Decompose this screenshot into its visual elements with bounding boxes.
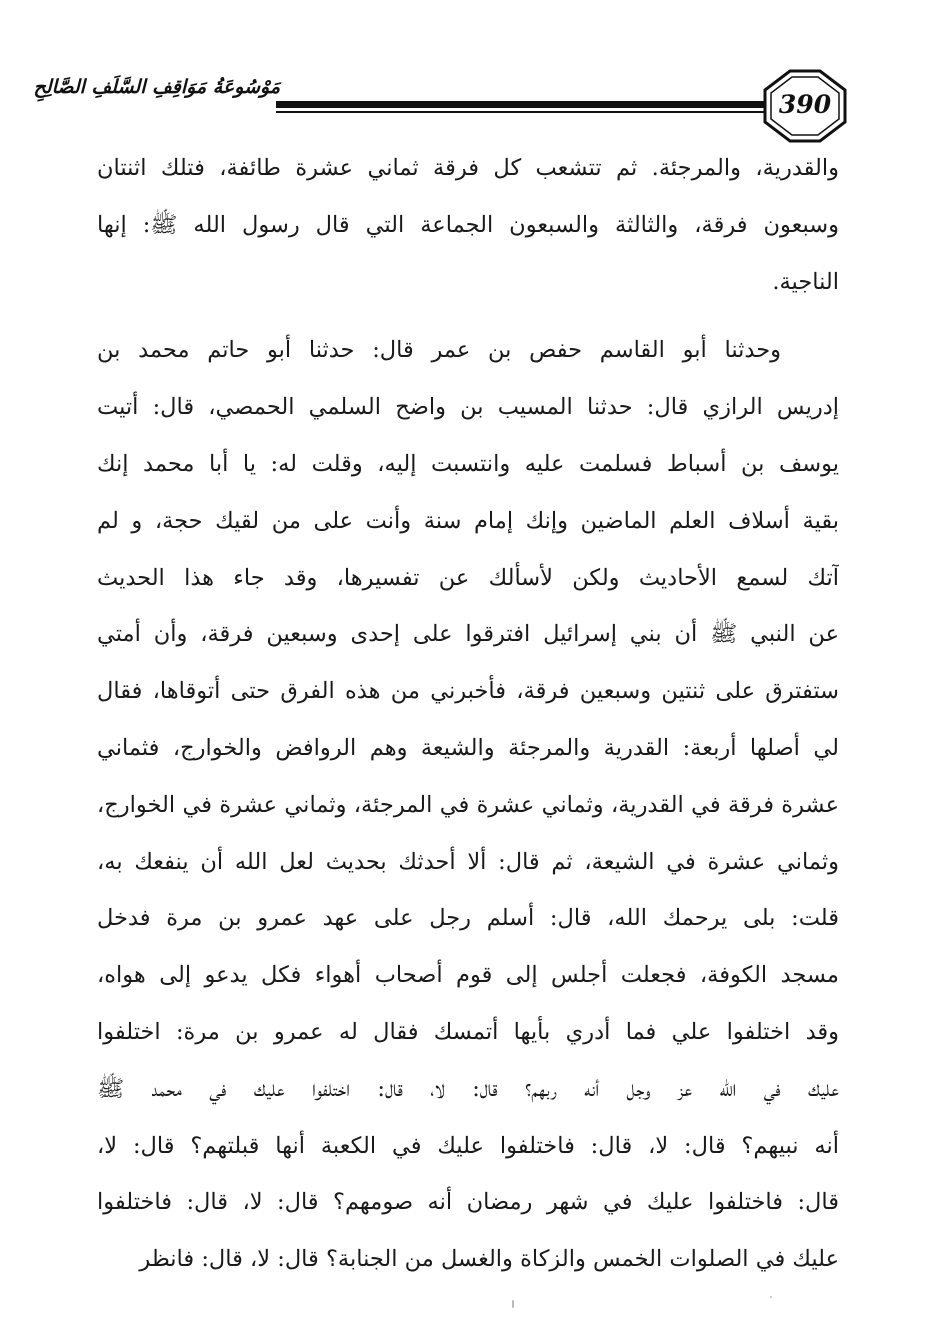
running-title: مَوْسُوعَةُ مَوَاقِفِ السَّلَفِ الصَّالِحِ [33, 76, 280, 98]
text-line: قلت: بلى يرحمك الله، قال: أسلم رجل على عهد عمرو بن مرة فدخل [97, 905, 839, 932]
text-line: الناجية. [772, 268, 839, 295]
text-line: وسبعون فرقة، والثالثة والسبعون الجماعة التي قال رسول الله ﷺ: إنها [97, 211, 839, 238]
text-line: عشرة فرقة في القدرية، وثماني عشرة في المرجئة، وثماني عشرة في الخوارج، [97, 791, 839, 818]
text-line: وحدثنا أبو القاسم حفص بن عمر قال: حدثنا أبو حاتم محمد بن [97, 337, 781, 364]
text-line: وثماني عشرة في الشيعة، ثم قال: ألا أحدثك بحديث لعل الله أن ينفعك به، [97, 848, 839, 875]
text-line: وقد اختلفوا علي فما أدري بأيها أتمسك فقال له عمرو بن مرة: اختلفوا [97, 1018, 839, 1045]
scan-speck [770, 1296, 772, 1298]
text-line: عليك في الصلوات الخمس والزكاة والغسل من الجنابة؟ قال: لا، قال: فانظر [139, 1246, 839, 1273]
text-line: عن النبي ﷺ أن بني إسرائيل افترقوا على إحدى وسبعين فرقة، وأن أمتي [97, 621, 839, 648]
text-line: مسجد الكوفة، فجعلت أجلس إلى قوم أصحاب أهواء فكل يدعو إلى هواه، [97, 962, 839, 989]
text-line: عليك في الله عز وجل أنه ربهم؟ قال: لا، قال: اختلفوا عليك في محمد ﷺ [97, 1075, 839, 1102]
scan-speck [512, 1300, 514, 1308]
text-line: والقدرية، والمرجئة. ثم تتشعب كل فرقة ثماني عشرة طائفة، فتلك اثنتان [97, 155, 839, 181]
header-rule-thin [276, 111, 764, 113]
text-line: ستفترق على ثنتين وسبعين فرقة، فأخبرني من هذه الفرق حتى أتوقاها، فقال [97, 678, 839, 705]
text-line: بقية أسلاف العلم الماضين وإنك إمام سنة وأنت على من لقيك حجة، و لم [97, 507, 839, 534]
page-number-badge [762, 68, 848, 144]
page-number: 390 [778, 90, 832, 119]
paragraph-2 [97, 322, 839, 1288]
page-header [33, 62, 848, 142]
header-rule-thick [276, 101, 764, 108]
text-line: آتك لسمع الأحاديث ولكن لأسألك عن تفسيرها، وقد جاء هذا الحديث [97, 564, 839, 591]
text-line: أنه نبيهم؟ قال: لا، قال: فاختلفوا عليك في الكعبة أنها قبلتهم؟ قال: لا، [97, 1132, 839, 1159]
text-line: إدريس الرازي قال: حدثنا المسيب بن واضح السلمي الحمصي، قال: أتيت [97, 394, 839, 421]
body-text [97, 140, 839, 1280]
text-line: لي أصلها أربعة: القدرية والمرجئة والشيعة وهم الروافض والخوارج، فثماني [97, 734, 839, 761]
text-line: قال: فاختلفوا عليك في شهر رمضان أنه صومهم؟ قال: لا، قال: فاختلفوا [97, 1189, 839, 1216]
text-line: يوسف بن أسباط فسلمت عليه وانتسبت إليه، وقلت له: يا أبا محمد إنك [97, 450, 839, 477]
paragraph-1 [97, 140, 839, 310]
